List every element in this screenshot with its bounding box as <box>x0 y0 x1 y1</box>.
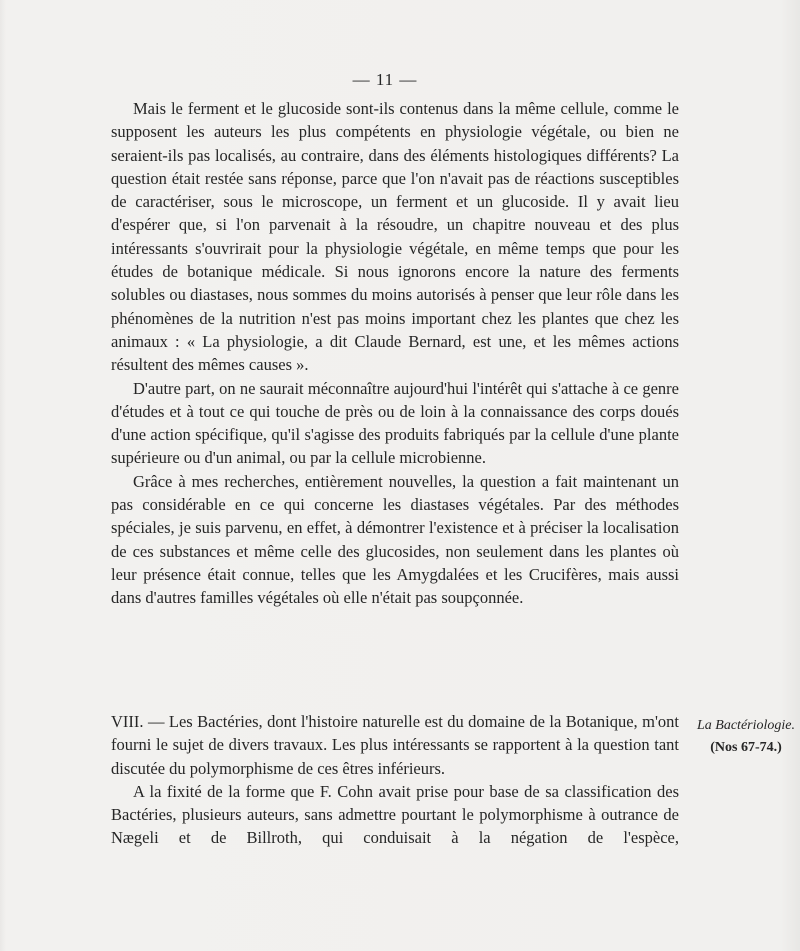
margin-note <box>694 715 798 759</box>
paragraph: D'autre part, on ne saurait méconnaître aujourd'hui l'intérêt qui s'attache à ce genre d'études et à tout ce qui touche de près ou de loin à la connaissance des corps doués d'une action spécifique, qu'il s'agisse des produits fabriqués par la cellule d'une plante supérieure ou d'un animal, ou par la cellule microbienne. <box>111 378 679 468</box>
text-block-upper <box>111 97 679 610</box>
text-block-lower <box>111 710 679 850</box>
paragraph: Mais le ferment et le glucoside sont-ils contenus dans la même cellule, comme le supposent les auteurs les plus compétents en physiologie végétale, ou bien ne seraient-ils pas localisés, au contraire, dans des éléments histologiques différents? La question était restée sans réponse, parce que l'on n'avait pas de réactions susceptibles de caractériser, sous le microscope, un ferment et un glucoside. Il y avait lieu d'espérer que, si l'on parvenait à la résoudre, un chapitre nouveau et des plus intéressants s'ouvrirait pour la physiologie végétale, en même temps que pour les études de botanique médicale. Si nous ignorons encore la nature des ferments solubles ou diastases, nous sommes du moins autorisés à penser que leur rôle dans les phénomènes de la nutrition n'est pas moins important chez les plantes que chez les animaux : « La physiologie, a dit Claude Bernard, est une, et les mêmes actions résultent des mêmes causes ». <box>111 99 679 375</box>
section-paragraph: VIII. — Les Bactéries, dont l'histoire naturelle est du domaine de la Botanique, m'ont fourni le sujet de divers travaux. Les plus intéressants se rapportent à la question tant discutée du polymorphisme de ces êtres inférieurs. <box>111 712 679 778</box>
paragraph: Grâce à mes recherches, entièrement nouvelles, la question a fait maintenant un pas considérable en ce qui concerne les diastases végétales. Par des méthodes spéciales, je suis parvenu, en effet, à démontrer l'existence et à préciser la localisation de ces substances et même celle des glucosides, non seulement dans les plantes où leur présence était connue, telles que les Amygdalées et les Crucifères, mais aussi dans d'autres familles végétales où elle n'était pas soupçonnée. <box>111 471 679 608</box>
page-number: — 11 — <box>352 70 418 89</box>
margin-note-numbers: (Nos 67-74.) <box>710 740 782 755</box>
margin-note-title: La Bactériologie. <box>697 718 795 733</box>
paragraph: A la fixité de la forme que F. Cohn avait prise pour base de sa classification des Bactéries, plusieurs auteurs, sans admettre pourtant le polymorphisme à outrance de Nægeli et de Billroth, qui conduisait à la négation de l'espèce, <box>111 781 679 848</box>
